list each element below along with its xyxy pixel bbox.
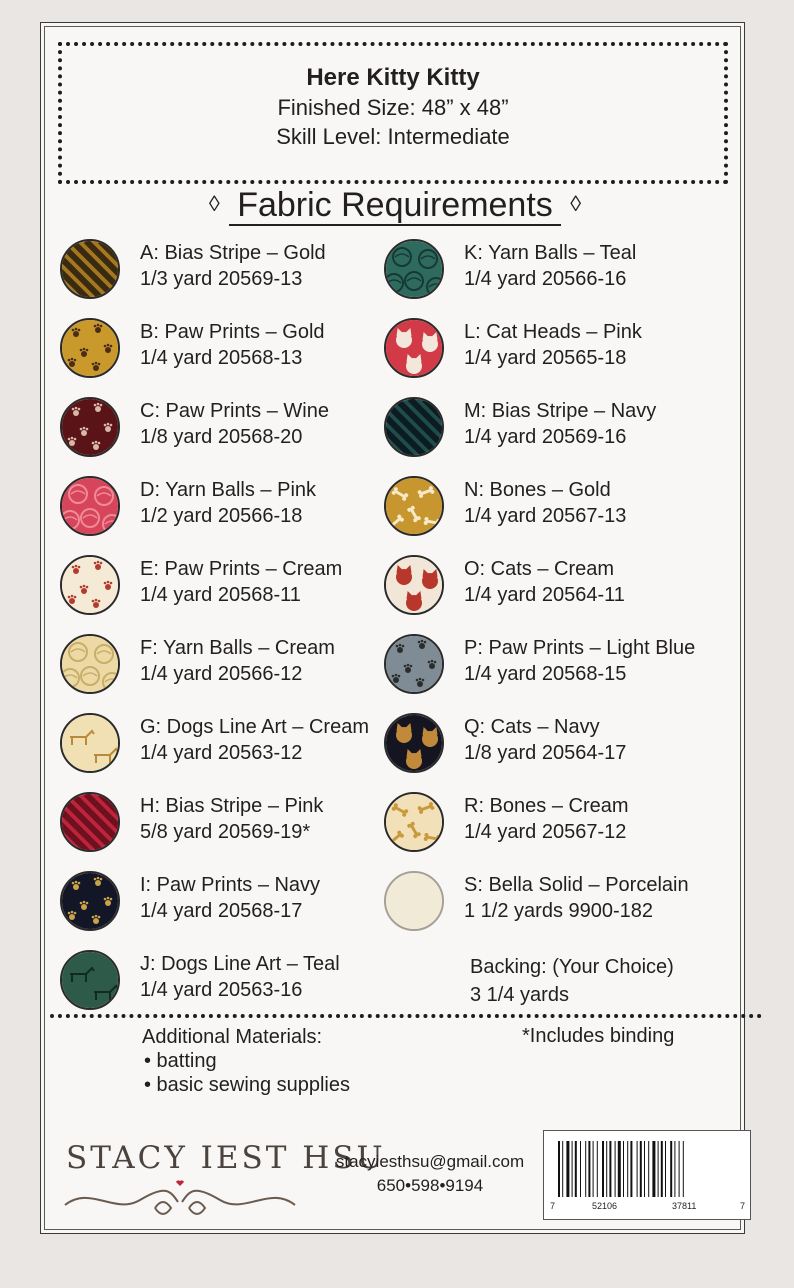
fabric-swatch xyxy=(384,792,444,852)
fabric-label xyxy=(464,872,689,924)
fabric-label xyxy=(140,319,325,371)
fabric-label xyxy=(140,714,369,766)
fabric-swatch xyxy=(384,871,444,931)
barcode-bars xyxy=(558,1141,738,1197)
fabric-quantity: 1/4 yard 20568-11 xyxy=(140,584,301,606)
barcode xyxy=(543,1130,751,1220)
fabric-quantity: 1/4 yard 20568-13 xyxy=(140,347,303,369)
fabric-swatch xyxy=(60,871,120,931)
fabric-label xyxy=(140,556,342,608)
fabric-name: E: Paw Prints – Cream xyxy=(140,558,343,580)
fabric-label xyxy=(464,240,636,292)
fabric-quantity: 1/4 yard 20565-18 xyxy=(464,347,627,369)
fabric-quantity: 1/4 yard 20563-16 xyxy=(140,979,303,1001)
fabric-swatch xyxy=(384,318,444,378)
fabric-name: O: Cats – Cream xyxy=(464,558,615,580)
fabric-swatch xyxy=(60,634,120,694)
binding-note: *Includes binding xyxy=(522,1025,675,1047)
fabric-label xyxy=(464,319,642,371)
fabric-swatch xyxy=(384,634,444,694)
fabric-name: K: Yarn Balls – Teal xyxy=(464,242,637,264)
fabric-name: G: Dogs Line Art – Cream xyxy=(140,716,369,738)
fabric-label xyxy=(140,872,320,924)
diamond-icon: ◊ xyxy=(570,191,582,216)
additional-materials xyxy=(142,1025,350,1097)
fabric-swatch xyxy=(60,950,120,1010)
fabric-quantity: 1/4 yard 20569-16 xyxy=(464,426,627,448)
brand-logo: STACY IEST HSU xyxy=(66,1140,386,1176)
phone-number: 650•598•9194 xyxy=(376,1176,484,1195)
fabric-name: H: Bias Stripe – Pink xyxy=(140,795,324,817)
fabric-swatch xyxy=(60,555,120,615)
fabric-quantity: 1/4 yard 20567-13 xyxy=(464,505,627,527)
fabric-name: C: Paw Prints – Wine xyxy=(140,400,329,422)
fabric-label xyxy=(140,793,323,845)
fabric-name: P: Paw Prints – Light Blue xyxy=(464,637,696,659)
fabric-name: M: Bias Stripe – Navy xyxy=(464,400,657,422)
fabric-label xyxy=(464,477,626,529)
fabric-quantity: 1/8 yard 20568-20 xyxy=(140,426,303,448)
fabric-label xyxy=(140,240,326,292)
finished-size: Finished Size: 48” x 48” xyxy=(277,95,509,120)
fabric-name: D: Yarn Balls – Pink xyxy=(140,479,317,501)
fabric-quantity: 1/4 yard 20567-12 xyxy=(464,821,627,843)
fabric-label xyxy=(140,477,316,529)
fabric-name: F: Yarn Balls – Cream xyxy=(140,637,335,659)
contact-info xyxy=(300,1150,560,1198)
fabric-requirements-heading xyxy=(150,186,640,225)
material-item: • batting xyxy=(144,1050,217,1072)
barcode-digit: 52106 xyxy=(592,1201,618,1211)
fabric-name: I: Paw Prints – Navy xyxy=(140,874,321,896)
dotted-divider xyxy=(50,1014,762,1018)
fabric-name: L: Cat Heads – Pink xyxy=(464,321,642,343)
fabric-label xyxy=(464,635,695,687)
fabric-swatch xyxy=(384,397,444,457)
fabric-name: A: Bias Stripe – Gold xyxy=(140,242,326,264)
backing-info xyxy=(470,953,674,1009)
fabric-swatch xyxy=(60,239,120,299)
fabric-label xyxy=(464,556,625,608)
fabric-requirements-title: Fabric Requirements xyxy=(229,186,561,226)
fabric-name: R: Bones – Cream xyxy=(464,795,629,817)
additional-heading: Additional Materials: xyxy=(142,1026,323,1048)
fabric-quantity: 1/4 yard 20568-15 xyxy=(464,663,627,685)
fabric-swatch xyxy=(384,239,444,299)
fabric-quantity: 1/4 yard 20566-12 xyxy=(140,663,303,685)
email-address: stacyiesthsu@gmail.com xyxy=(335,1152,525,1171)
fabric-swatch xyxy=(384,713,444,773)
fabric-quantity: 1 1/2 yards 9900-182 xyxy=(464,900,654,922)
barcode-digit: 7 xyxy=(740,1201,746,1211)
backing-qty: 3 1/4 yards xyxy=(470,984,569,1006)
flourish-ornament xyxy=(60,1180,300,1220)
fabric-swatch xyxy=(60,476,120,536)
fabric-quantity: 5/8 yard 20569-19* xyxy=(140,821,311,843)
title-box xyxy=(58,42,728,184)
fabric-swatch xyxy=(60,397,120,457)
fabric-label xyxy=(464,714,626,766)
fabric-quantity: 1/4 yard 20566-16 xyxy=(464,268,627,290)
fabric-name: J: Dogs Line Art – Teal xyxy=(140,953,340,975)
fabric-name: S: Bella Solid – Porcelain xyxy=(464,874,689,896)
fabric-swatch xyxy=(384,476,444,536)
fabric-name: N: Bones – Gold xyxy=(464,479,611,501)
diamond-icon: ◊ xyxy=(208,191,220,216)
fabric-quantity: 1/4 yard 20563-12 xyxy=(140,742,303,764)
fabric-swatch xyxy=(60,792,120,852)
fabric-swatch xyxy=(60,318,120,378)
fabric-swatch xyxy=(60,713,120,773)
fabric-label xyxy=(464,793,629,845)
fabric-quantity: 1/2 yard 20566-18 xyxy=(140,505,303,527)
heart-icon xyxy=(176,1180,184,1186)
backing-label: Backing: (Your Choice) xyxy=(470,956,674,978)
pattern-title: Here Kitty Kitty xyxy=(306,64,480,91)
fabric-quantity: 1/8 yard 20564-17 xyxy=(464,742,627,764)
barcode-digit: 7 xyxy=(550,1201,556,1211)
skill-level: Skill Level: Intermediate xyxy=(276,124,510,149)
fabric-swatch xyxy=(384,555,444,615)
barcode-digit: 37811 xyxy=(672,1201,697,1211)
material-item: • basic sewing supplies xyxy=(144,1074,350,1096)
fabric-name: Q: Cats – Navy xyxy=(464,716,600,738)
fabric-label xyxy=(140,398,329,450)
fabric-quantity: 1/4 yard 20568-17 xyxy=(140,900,303,922)
fabric-quantity: 1/3 yard 20569-13 xyxy=(140,268,303,290)
fabric-label xyxy=(464,398,656,450)
fabric-label xyxy=(140,635,335,687)
fabric-name: B: Paw Prints – Gold xyxy=(140,321,325,343)
fabric-label xyxy=(140,951,340,1003)
fabric-quantity: 1/4 yard 20564-11 xyxy=(464,584,625,606)
